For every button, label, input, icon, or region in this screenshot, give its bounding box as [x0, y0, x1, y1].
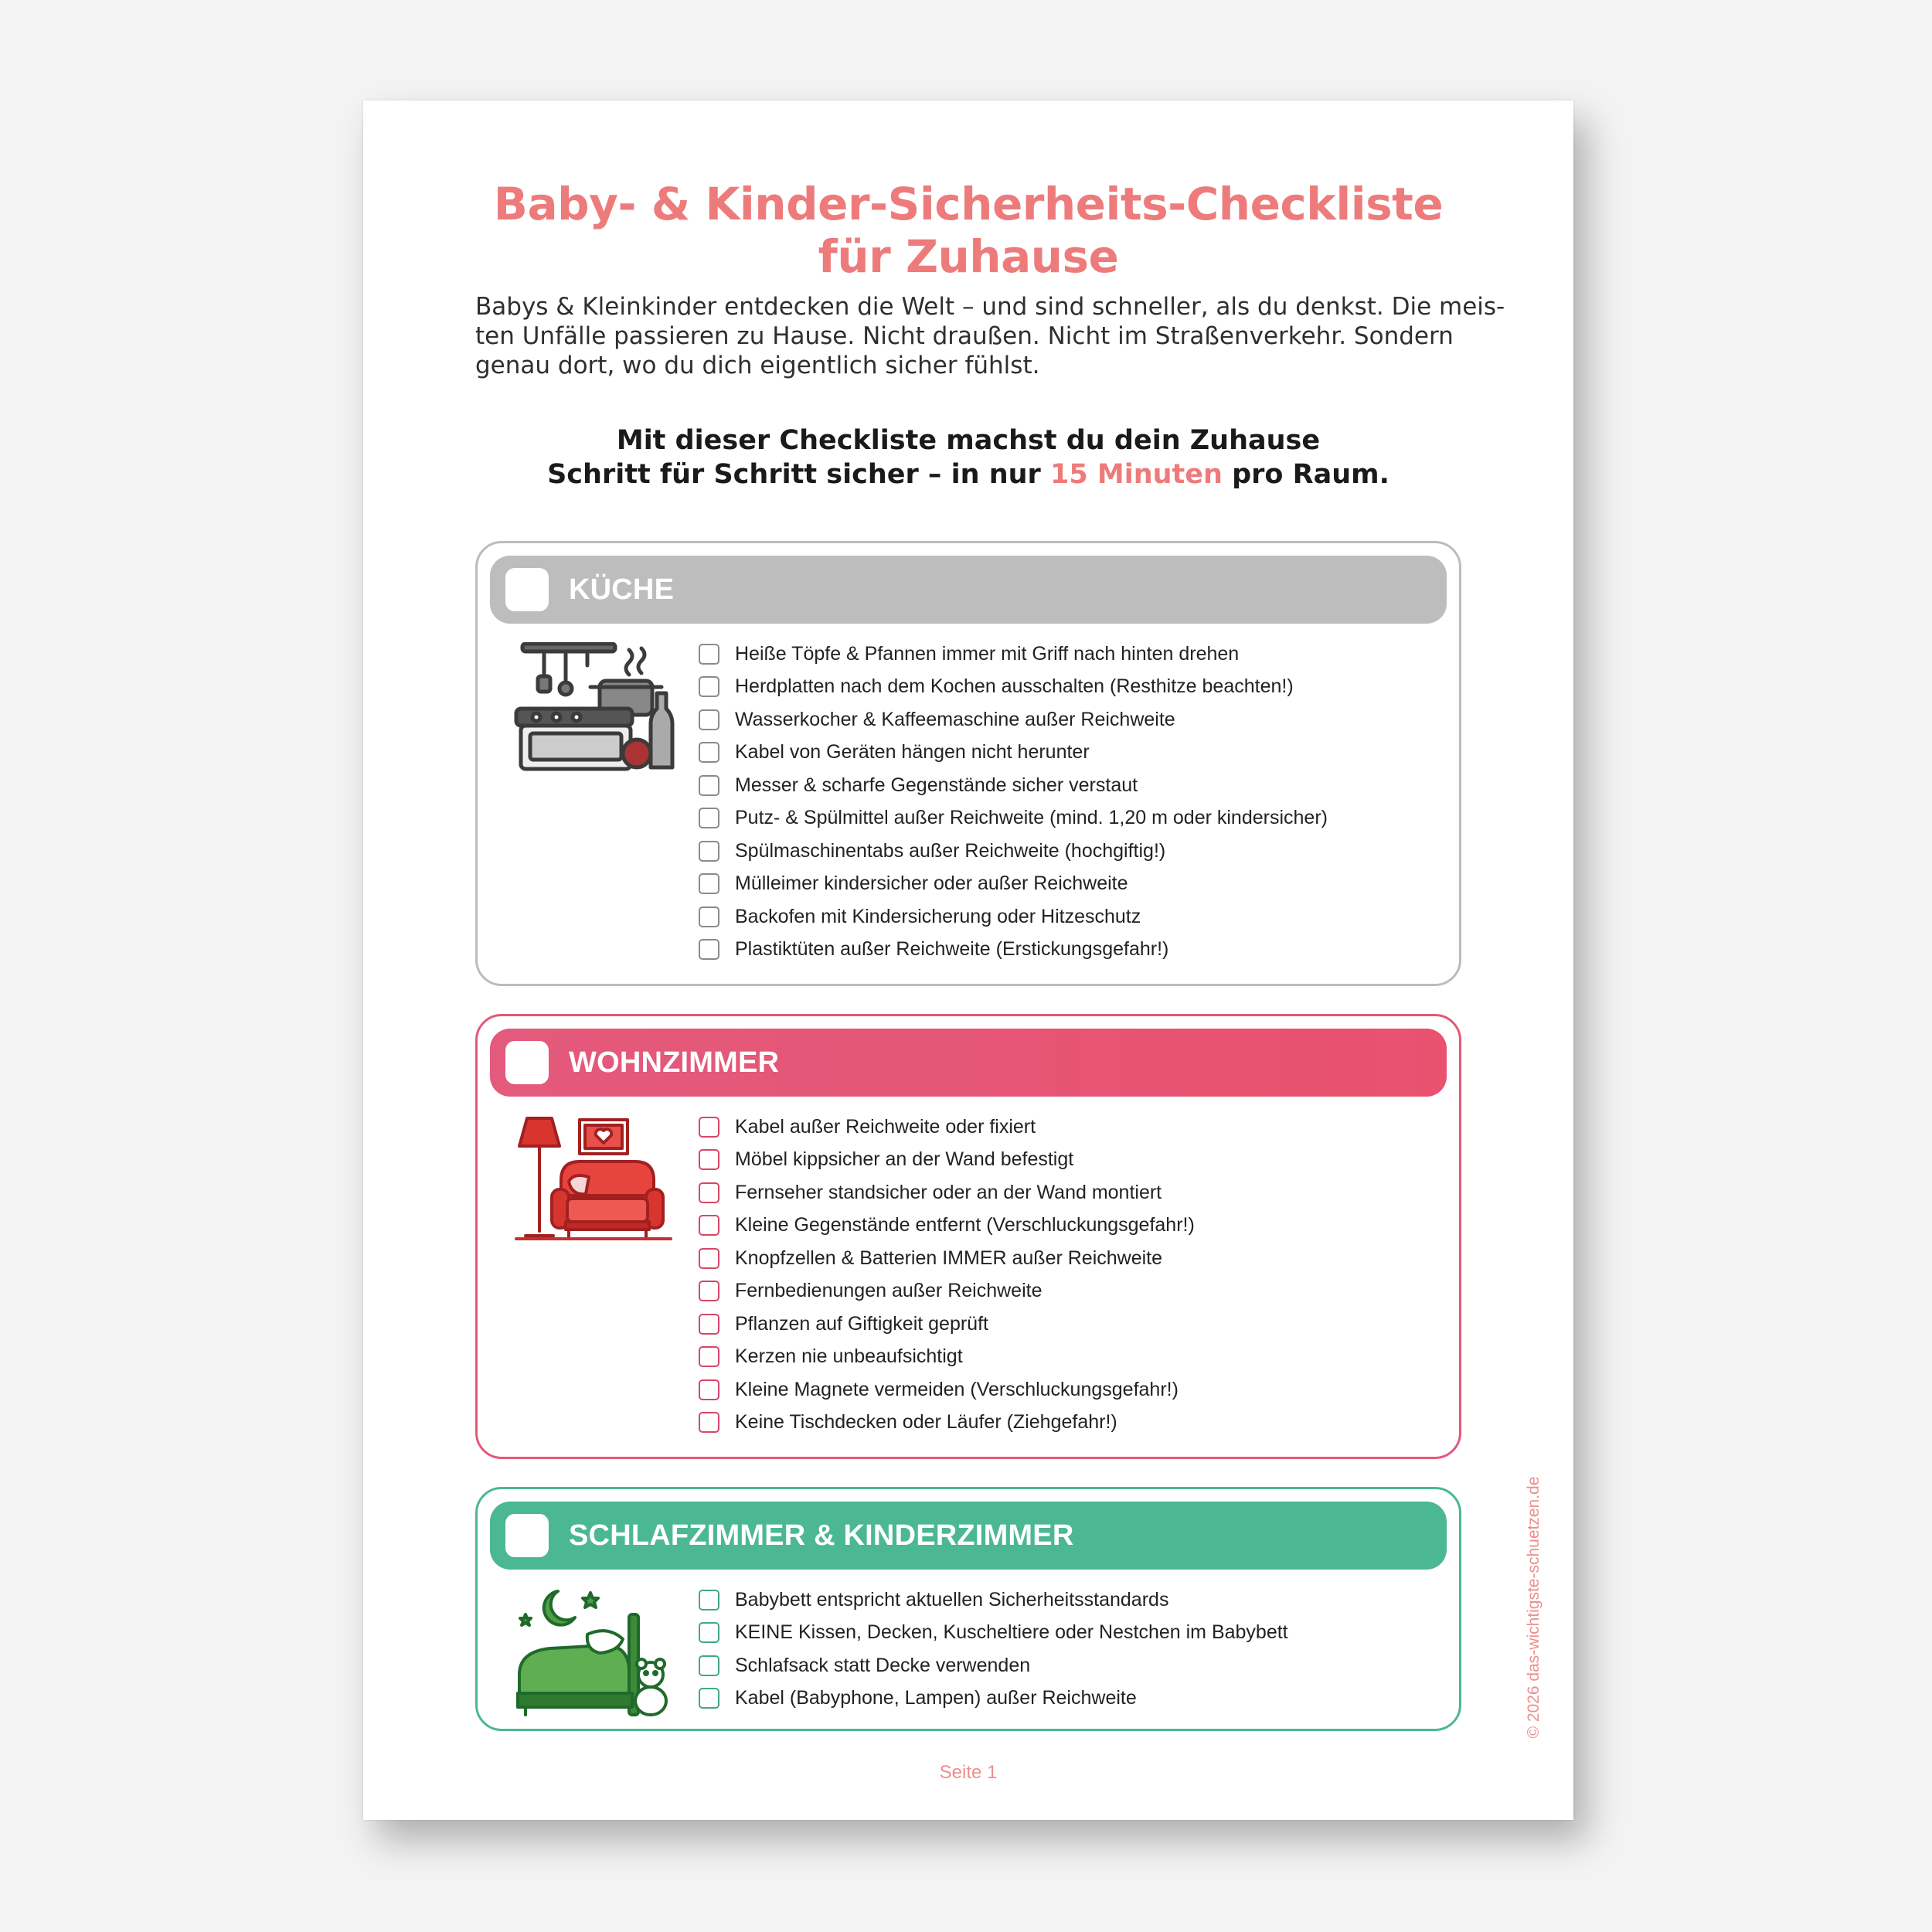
lead-statement — [363, 423, 1573, 492]
item-label: Kerzen nie unbeaufsichtigt — [735, 1345, 963, 1368]
item-label: Kleine Magnete vermeiden (Verschluckungsgefahr!) — [735, 1378, 1179, 1400]
title-line-2: für Zuhause — [818, 230, 1119, 283]
item-label: Heiße Töpfe & Pfannen immer mit Griff nach hinten drehen — [735, 642, 1240, 665]
item-checkbox[interactable] — [699, 742, 719, 763]
list-item[interactable] — [699, 1341, 1195, 1374]
list-item[interactable] — [699, 1176, 1195, 1209]
list-item[interactable] — [699, 934, 1328, 967]
section-header-living-room — [490, 1029, 1447, 1097]
item-label: Kabel (Babyphone, Lampen) außer Reichweite — [735, 1687, 1137, 1709]
item-checkbox[interactable] — [699, 873, 719, 894]
item-checkbox[interactable] — [699, 1117, 719, 1138]
lead-text: pro Raum. — [1222, 459, 1389, 490]
section-living-room — [475, 1014, 1461, 1459]
section-bedroom — [475, 1487, 1461, 1731]
copyright-notice — [1522, 1461, 1546, 1754]
section-header-bedroom — [490, 1502, 1447, 1570]
intro-line: Babys & Kleinkinder entdecken die Welt – und sind schneller, als du denkst. Die meis- — [475, 293, 1505, 321]
item-checkbox[interactable] — [699, 1182, 719, 1203]
item-label: Plastiktüten außer Reichweite (Erstickungsgefahr!) — [735, 938, 1169, 961]
item-checkbox[interactable] — [699, 1379, 719, 1400]
item-label: Mülleimer kindersicher oder außer Reichweite — [735, 872, 1128, 895]
section-checkbox[interactable] — [505, 568, 549, 611]
item-label: Möbel kippsicher an der Wand befestigt — [735, 1148, 1074, 1171]
item-checkbox[interactable] — [699, 1688, 719, 1709]
sofa-lamp-icon — [513, 1115, 675, 1247]
page-title — [363, 178, 1573, 283]
list-item[interactable] — [699, 736, 1328, 770]
section-heading: SCHLAFZIMMER & KINDERZIMMER — [569, 1519, 1074, 1552]
list-item[interactable] — [699, 868, 1328, 901]
item-checkbox[interactable] — [699, 1149, 719, 1170]
list-item[interactable] — [699, 1649, 1288, 1682]
section-checkbox[interactable] — [505, 1041, 549, 1084]
item-label: KEINE Kissen, Decken, Kuscheltiere oder Nestchen im Babybett — [735, 1621, 1288, 1644]
item-label: Keine Tischdecken oder Läufer (Ziehgefahr!) — [735, 1411, 1117, 1434]
list-item[interactable] — [699, 671, 1328, 704]
item-label: Spülmaschinentabs außer Reichweite (hochgiftig!) — [735, 839, 1166, 862]
list-item[interactable] — [699, 802, 1328, 835]
checklist-page — [363, 100, 1573, 1820]
list-item[interactable] — [699, 1209, 1195, 1243]
item-label: Putz- & Spülmittel außer Reichweite (mind. 1,20 m oder kindersicher) — [735, 807, 1328, 829]
item-checkbox[interactable] — [699, 841, 719, 862]
section-heading: WOHNZIMMER — [569, 1046, 780, 1079]
item-checkbox[interactable] — [699, 1281, 719, 1301]
item-checkbox[interactable] — [699, 1590, 719, 1611]
item-label: Pflanzen auf Giftigkeit geprüft — [735, 1312, 988, 1335]
lead-text: Schritt für Schritt sicher – in nur — [547, 459, 1050, 490]
item-label: Herdplatten nach dem Kochen ausschalten (Resthitze beachten!) — [735, 675, 1294, 698]
item-label: Knopfzellen & Batterien IMMER außer Reichweite — [735, 1247, 1163, 1269]
item-checkbox[interactable] — [699, 644, 719, 665]
item-checkbox[interactable] — [699, 939, 719, 960]
list-item[interactable] — [699, 1406, 1195, 1440]
list-item[interactable] — [699, 1682, 1288, 1716]
bed-teddy-moon-icon — [513, 1588, 675, 1719]
item-label: Messer & scharfe Gegenstände sicher verstaut — [735, 774, 1138, 796]
list-item[interactable] — [699, 1373, 1195, 1406]
intro-line: ten Unfälle passieren zu Hause. Nicht draußen. Nicht im Straßenverkehr. Sondern — [475, 322, 1454, 350]
list-item[interactable] — [699, 1144, 1195, 1177]
item-checkbox[interactable] — [699, 1248, 719, 1269]
item-checkbox[interactable] — [699, 1215, 719, 1236]
item-checkbox[interactable] — [699, 1314, 719, 1335]
intro-line: genau dort, wo du dich eigentlich sicher fühlst. — [475, 352, 1040, 379]
item-checkbox[interactable] — [699, 1412, 719, 1433]
checklist-living-room — [699, 1111, 1195, 1439]
list-item[interactable] — [699, 638, 1328, 671]
item-checkbox[interactable] — [699, 709, 719, 730]
title-line-1: Baby- & Kinder-Sicherheits-Checkliste — [493, 178, 1444, 230]
checklist-kitchen — [699, 638, 1328, 966]
copyright-text: © 2026 das-wichtigste-schuetzen.de — [1525, 1476, 1543, 1739]
item-label: Fernseher standsicher oder an der Wand montiert — [735, 1181, 1162, 1203]
item-checkbox[interactable] — [699, 1655, 719, 1676]
section-heading: KÜCHE — [569, 573, 675, 606]
lead-line-1: Mit dieser Checkliste machst du dein Zuhause — [616, 425, 1321, 456]
lead-line-2 — [363, 457, 1573, 492]
item-label: Schlafsack statt Decke verwenden — [735, 1654, 1031, 1676]
item-label: Kleine Gegenstände entfernt (Verschluckungsgefahr!) — [735, 1214, 1195, 1236]
item-label: Babybett entspricht aktuellen Sicherheitsstandards — [735, 1588, 1169, 1611]
section-header-kitchen — [490, 556, 1447, 624]
list-item[interactable] — [699, 1308, 1195, 1341]
checklist-bedroom — [699, 1583, 1288, 1715]
intro-paragraph — [475, 292, 1505, 380]
item-checkbox[interactable] — [699, 775, 719, 796]
list-item[interactable] — [699, 900, 1328, 934]
list-item[interactable] — [699, 1583, 1288, 1617]
list-item[interactable] — [699, 703, 1328, 736]
item-label: Backofen mit Kindersicherung oder Hitzeschutz — [735, 905, 1141, 927]
item-checkbox[interactable] — [699, 676, 719, 697]
list-item[interactable] — [699, 1275, 1195, 1308]
page-number: Seite 1 — [939, 1762, 998, 1783]
list-item[interactable] — [699, 835, 1328, 868]
item-checkbox[interactable] — [699, 1622, 719, 1643]
section-kitchen — [475, 541, 1461, 986]
item-label: Wasserkocher & Kaffeemaschine außer Reichweite — [735, 708, 1175, 730]
item-label: Fernbedienungen außer Reichweite — [735, 1280, 1043, 1302]
section-checkbox[interactable] — [505, 1514, 549, 1557]
item-checkbox[interactable] — [699, 1346, 719, 1367]
item-checkbox[interactable] — [699, 808, 719, 828]
lead-highlight-minutes: 15 Minuten — [1049, 459, 1223, 490]
kitchen-stove-icon — [513, 642, 675, 774]
item-label: Kabel außer Reichweite oder fixiert — [735, 1115, 1036, 1138]
list-item[interactable] — [699, 769, 1328, 802]
list-item[interactable] — [699, 1242, 1195, 1275]
list-item[interactable] — [699, 1111, 1195, 1144]
item-checkbox[interactable] — [699, 906, 719, 927]
item-label: Kabel von Geräten hängen nicht herunter — [735, 741, 1090, 764]
list-item[interactable] — [699, 1617, 1288, 1650]
